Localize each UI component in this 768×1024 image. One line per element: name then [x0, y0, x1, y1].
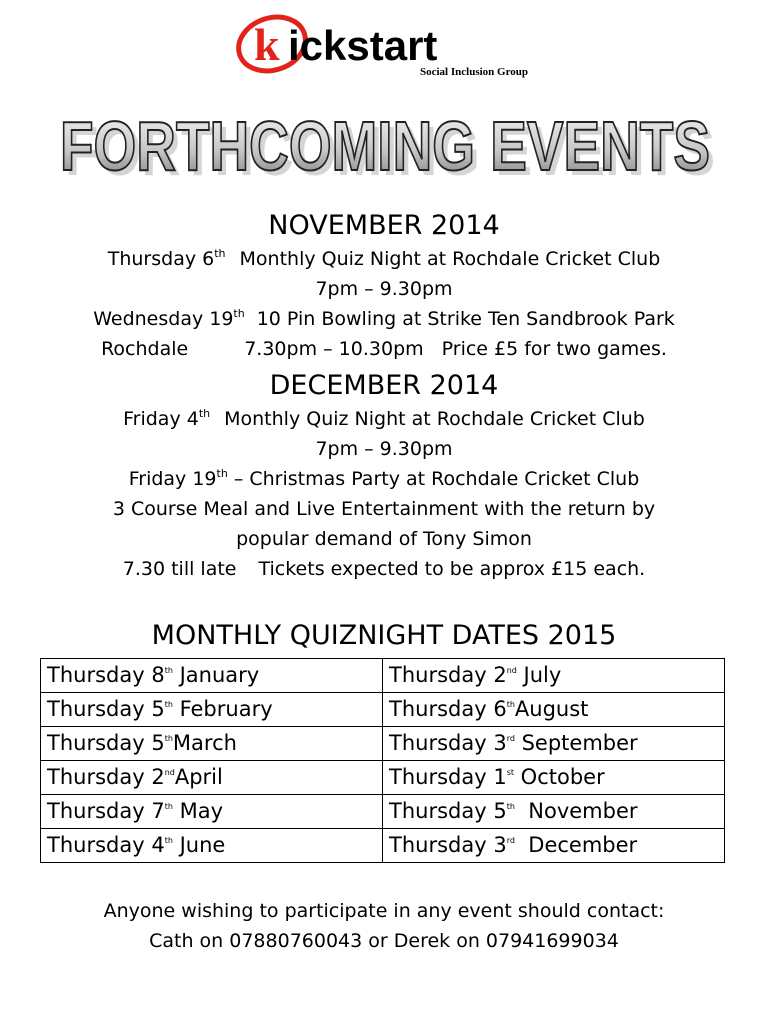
quiz-date-cell: Thursday 5thMarch: [41, 727, 383, 761]
quiz-date-cell: Thursday 3rd December: [383, 829, 725, 863]
table-row: [41, 829, 725, 863]
table-row: [41, 727, 725, 761]
december-event-2-time: 7.30 till late Tickets expected to be approx £15 each.: [122, 558, 646, 580]
forthcoming-events-banner: [50, 100, 720, 190]
quiz-date-cell: Thursday 8th January: [41, 659, 383, 693]
quiz-date-cell: Thursday 7th May: [41, 795, 383, 829]
quiz-date-cell: Thursday 2ndApril: [41, 761, 383, 795]
december-section: [20, 368, 748, 584]
december-event-2: Friday 19th – Christmas Party at Rochdale Cricket Club: [128, 467, 640, 490]
quiz-date-cell: Thursday 5th February: [41, 693, 383, 727]
quiz-date-cell: Thursday 3rd September: [383, 727, 725, 761]
november-event-2: Wednesday 19th 10 Pin Bowling at Strike Ten Sandbrook Park: [93, 307, 675, 330]
december-event-2-detail-2: popular demand of Tony Simon: [236, 528, 532, 550]
logo-name: ickstart: [288, 22, 438, 69]
november-event-2-details: Rochdale 7.30pm – 10.30pm Price £5 for two games.: [101, 338, 667, 360]
november-heading: NOVEMBER 2014: [268, 210, 500, 241]
december-event-2-detail-1: 3 Course Meal and Live Entertainment with the return by: [112, 498, 656, 520]
table-row: [41, 659, 725, 693]
november-section: [20, 208, 748, 364]
banner-title: FORTHCOMING EVENTS: [60, 107, 710, 185]
december-event-1-time: 7pm – 9.30pm: [315, 438, 453, 460]
quiz-date-cell: Thursday 5th November: [383, 795, 725, 829]
quiz-dates-table: [40, 658, 725, 863]
november-event-1-time: 7pm – 9.30pm: [315, 278, 453, 300]
contact-line-2: Cath on 07880760043 or Derek on 07941699034: [149, 930, 619, 952]
contact-line-1: Anyone wishing to participate in any event should contact:: [103, 900, 665, 922]
table-row: [41, 795, 725, 829]
logo-subtitle: Social Inclusion Group: [420, 66, 528, 78]
quiz-date-cell: Thursday 6thAugust: [383, 693, 725, 727]
december-event-1: Friday 4th Monthly Quiz Night at Rochdale Cricket Club: [123, 407, 645, 430]
banner-shadow: FORTHCOMING EVENTS: [65, 112, 715, 190]
quiz-heading: MONTHLY QUIZNIGHT DATES 2015: [151, 620, 617, 651]
november-event-1: Thursday 6th Monthly Quiz Night at Rochdale Cricket Club: [107, 247, 661, 270]
quiz-section: [20, 618, 748, 654]
contact-section: [20, 896, 748, 956]
quiz-date-cell: Thursday 4th June: [41, 829, 383, 863]
table-row: [41, 693, 725, 727]
quiz-date-cell: Thursday 2nd July: [383, 659, 725, 693]
kickstart-logo: [232, 12, 542, 82]
table-row: [41, 761, 725, 795]
logo-letter: k: [254, 19, 280, 70]
quiz-date-cell: Thursday 1st October: [383, 761, 725, 795]
december-heading: DECEMBER 2014: [269, 370, 499, 401]
